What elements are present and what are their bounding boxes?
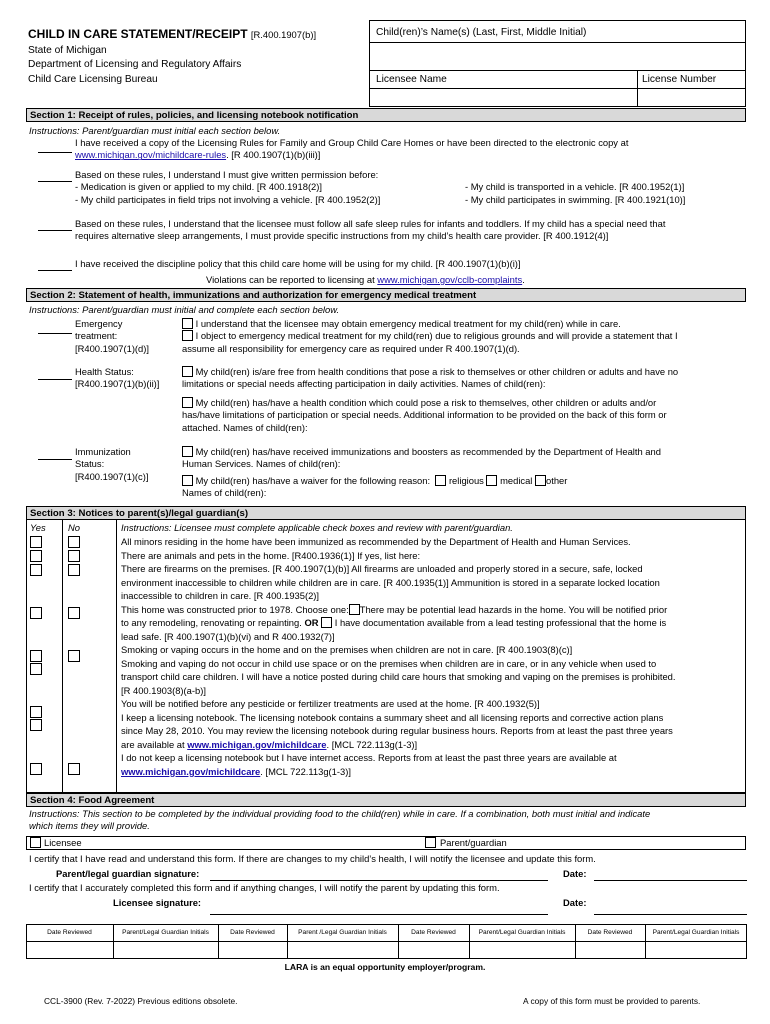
agency-block: State of Michigan Department of Licensing and Regulatory Affairs Child Care Licensing Bureau [28, 45, 242, 85]
notices-list: All minors residing in the home have been immunized as recommended by the Department of Health and Human Services. There are animals and pets in the home. [R400.1936(1)] If yes, list here: There are firearms on the premises. [R 400.1907(1)(b)] All firearms are unloaded and properly stored in a secure, safe, locked environment inaccessible to children while children are in care. [R 400.1935(1)] Ammunition is stored in a separate locked location inaccessible to children in care. [R 400.1935(2)] This home was constructed prior to 1978. Choose one: There may be potential lead hazards in the home. You will be notified prior to any remodeling, renovating or repainting. OR I have documentation available from a lead testing professional that the home is lead safe. [R 400.1907(1)(b)(vi) and R 400.1932(7)] Smoking or vaping occurs in the home and on the premises when children are not in care. [R 400.1903(8)(c)] Smoking and vaping do not occur in child use space or on the premises when children are in care, or in any vehicle when used to transport child care children. I will have a notice posted during child care hours that smoking and vaping on the premises is prohibited. [R 400.1903(8)(a-b)] You will be notified before any pesticide or fertilizer treatments are used at the home. [R 400.1932(5)] I keep a licensing notebook. The licensing notebook contains a summary sheet and all licensing reports and corrective action plans since May 28, 2010. You may review the licensing notebook during regular business hours. Reports from at least the past three years are available at www.michigan.gov/michildcare. [MCL 722.113g(1-3)] I do not keep a licensing notebook but I have internet access. Reports from at least the past three years are available at www.michigan.gov/michildcare. [MCL 722.113g(1-3)] [121, 536, 676, 777]
health-status-options: My child(ren) is/are free from health conditions that pose a risk to themselves or other children or adults and have no limitations or special needs affecting participation in daily activities. Names of child(ren): My child(ren) has/have a health condition which could pose a risk to themselves, other children or adults and/or has/have limitations of participation or special needs. Additional information to be provided on the back of this form or attached. Names of child(ren): [182, 366, 679, 433]
initials-header: Parent/Legal Guardian Initials [652, 929, 740, 936]
licensee-date-line[interactable] [594, 914, 747, 915]
parent-signature-label: Parent/legal guardian signature: [56, 868, 200, 879]
parent-date-line[interactable] [594, 880, 747, 881]
section-3-header: Section 3: Notices to parent(s)/legal guardian(s) [26, 506, 746, 520]
notebook-link-2[interactable]: www.michigan.gov/michildcare [121, 765, 261, 777]
children-names-field[interactable] [371, 45, 744, 69]
food-agreement-row [26, 836, 746, 850]
date-reviewed-header: Date Reviewed [47, 929, 92, 936]
other-checkbox[interactable] [535, 475, 546, 486]
object-checkbox[interactable] [182, 330, 193, 341]
yes-checkbox[interactable] [30, 763, 42, 775]
parent-signature-line[interactable] [210, 880, 548, 881]
yes-checkbox[interactable] [30, 536, 42, 548]
eoe-statement: LARA is an equal opportunity employer/program. [284, 962, 486, 972]
licensee-food-label: Licensee [44, 837, 82, 848]
waiver-checkbox[interactable] [182, 475, 193, 486]
licensee-name-field[interactable] [371, 89, 636, 106]
section-4-header: Section 4: Food Agreement [26, 793, 746, 807]
yes-checkbox[interactable] [30, 663, 42, 675]
section-1-header: Section 1: Receipt of rules, policies, and licensing notebook notification [26, 108, 746, 122]
date-reviewed-header: Date Reviewed [230, 929, 275, 936]
no-header: No [68, 522, 80, 533]
licensee-name-label: Licensee Name [376, 74, 447, 85]
emergency-label: Emergency treatment: [R400.1907(1)(d)] [75, 318, 149, 354]
licensee-date-label: Date: [563, 897, 587, 908]
yes-checkbox[interactable] [30, 564, 42, 576]
licensee-signature-label: Licensee signature: [113, 897, 202, 908]
initial-line[interactable] [38, 379, 72, 380]
licensee-food-checkbox[interactable] [30, 837, 41, 848]
yes-checkbox[interactable] [30, 607, 42, 619]
initials-header: Parent/Legal Guardian Initials [122, 929, 209, 936]
section-4-instructions: Instructions: This section to be completed by the individual providing food to the child(ren) while in care. If a combination, both must initial and indicate which items they will provide. [29, 808, 651, 832]
no-checkbox[interactable] [68, 536, 80, 548]
safe-sleep-text: Based on these rules, I understand that the licensee must follow all safe sleep rules for infants and toddlers. If my child has a special need that requires alternative sleep arrangements, I must provide specific instructions from my child’s health care provider. [R 400.1912(4)] [75, 218, 666, 242]
rules-link[interactable]: www.michigan.gov/michildcare-rules [75, 149, 227, 161]
religious-checkbox[interactable] [435, 475, 446, 486]
initials-header: Parent /Legal Guardian Initials [298, 929, 387, 936]
section-1-instructions: Instructions: Parent/guardian must initial each section below. [29, 125, 281, 136]
medical-checkbox[interactable] [486, 475, 497, 486]
initial-line[interactable] [38, 230, 72, 231]
yes-checkbox[interactable] [30, 719, 42, 731]
immunized-checkbox[interactable] [182, 446, 193, 457]
section-3-instructions: Instructions: Licensee must complete applicable check boxes and review with parent/guardian. [121, 522, 513, 533]
complaints-link[interactable]: www.michigan.gov/cclb-complaints [377, 274, 523, 285]
initial-line[interactable] [38, 270, 72, 271]
yes-checkbox[interactable] [30, 650, 42, 662]
parent-food-checkbox[interactable] [425, 837, 436, 848]
yes-checkbox[interactable] [30, 550, 42, 562]
consent-checkbox[interactable] [182, 318, 193, 329]
initial-line[interactable] [38, 181, 72, 182]
notebook-link[interactable]: www.michigan.gov/michildcare [187, 738, 327, 750]
initial-line[interactable] [38, 152, 72, 153]
immunization-options: My child(ren) has/have received immunizations and boosters as recommended by the Department of Health and Human Services. Names of child(ren): My child(ren) has/have a waiver for the following reason: religious medical other Names of child(ren): [182, 446, 661, 499]
copy-notice: A copy of this form must be provided to parents. [523, 996, 701, 1006]
complaints-text: Violations can be reported to licensing at www.michigan.gov/cclb-complaints. [206, 274, 525, 285]
license-number-label: License Number [642, 74, 717, 85]
parent-certification: I certify that I have read and understand this form. If there are changes to my child’s health, I will notify the licensee and update this form. [29, 853, 596, 864]
form-title: CHILD IN CARE STATEMENT/RECEIPT [R.400.1907(b)] [28, 27, 317, 41]
yes-header: Yes [30, 522, 46, 533]
date-reviewed-header: Date Reviewed [411, 929, 456, 936]
children-names-label: Child(ren)’s Name(s) (Last, First, Middle Initial) [376, 27, 587, 38]
immunization-label: Immunization Status: [R400.1907(1)(c)] [75, 446, 149, 482]
permission-text: Based on these rules, I understand I must give written permission before: - Medication is given or applied to my child. [R 400.1918(2)] - My child is transported in a vehicle. [R 400.1952(1)] - My child participates in field trips not involving a vehicle. [R 400.1952(2)] - My child participates in swimming. [R 400.1921(10)] [75, 169, 686, 205]
section-2-instructions: Instructions: Parent/guardian must initial and complete each section below. [29, 304, 340, 315]
health-status-label: Health Status: [R400.1907(1)(b)(ii)] [75, 366, 160, 390]
initial-line[interactable] [38, 459, 72, 460]
no-checkbox[interactable] [68, 564, 80, 576]
form-number: CCL-3900 (Rev. 7-2022) Previous editions obsolete. [44, 996, 238, 1006]
parent-date-label: Date: [563, 868, 587, 879]
licensee-signature-line[interactable] [210, 914, 548, 915]
date-reviewed-header: Date Reviewed [587, 929, 633, 936]
discipline-text: I have received the discipline policy that this child care home will be using for my child. [R 400.1907(1)(b)(i)] [75, 258, 521, 269]
no-checkbox[interactable] [68, 607, 80, 619]
initial-line[interactable] [38, 333, 72, 334]
no-checkbox[interactable] [68, 650, 80, 662]
parent-food-label: Parent/guardian [440, 837, 507, 848]
lead-safe-checkbox[interactable] [321, 617, 332, 628]
yes-checkbox[interactable] [30, 706, 42, 718]
licensee-certification: I certify that I accurately completed this form and if anything changes, I will notify the parent by updating this form. [29, 882, 500, 893]
license-number-field[interactable] [639, 89, 745, 106]
emergency-options: I understand that the licensee may obtain emergency medical treatment for my child(ren) while in care. I object to emergency medical treatment for my child(ren) due to religious grounds and will provide a statement that I assume all responsibility for emergency care as required under R 400.1907(1)(d). [182, 318, 678, 354]
rules-receipt-text: I have received a copy of the Licensing Rules for Family and Group Child Care Homes or have been directed to the electronic copy at www.michigan.gov/michildcare-rules. [R 400.1907(1)(b)(iii)] [75, 137, 629, 161]
initials-header: Parent/Legal Guardian Initials [478, 929, 566, 936]
section-2-header: Section 2: Statement of health, immunizations and authorization for emergency medical treatment [26, 288, 746, 302]
no-checkbox[interactable] [68, 550, 80, 562]
no-checkbox[interactable] [68, 763, 80, 775]
has-condition-checkbox[interactable] [182, 397, 193, 408]
lead-hazard-checkbox[interactable] [349, 604, 360, 615]
free-of-conditions-checkbox[interactable] [182, 366, 193, 377]
